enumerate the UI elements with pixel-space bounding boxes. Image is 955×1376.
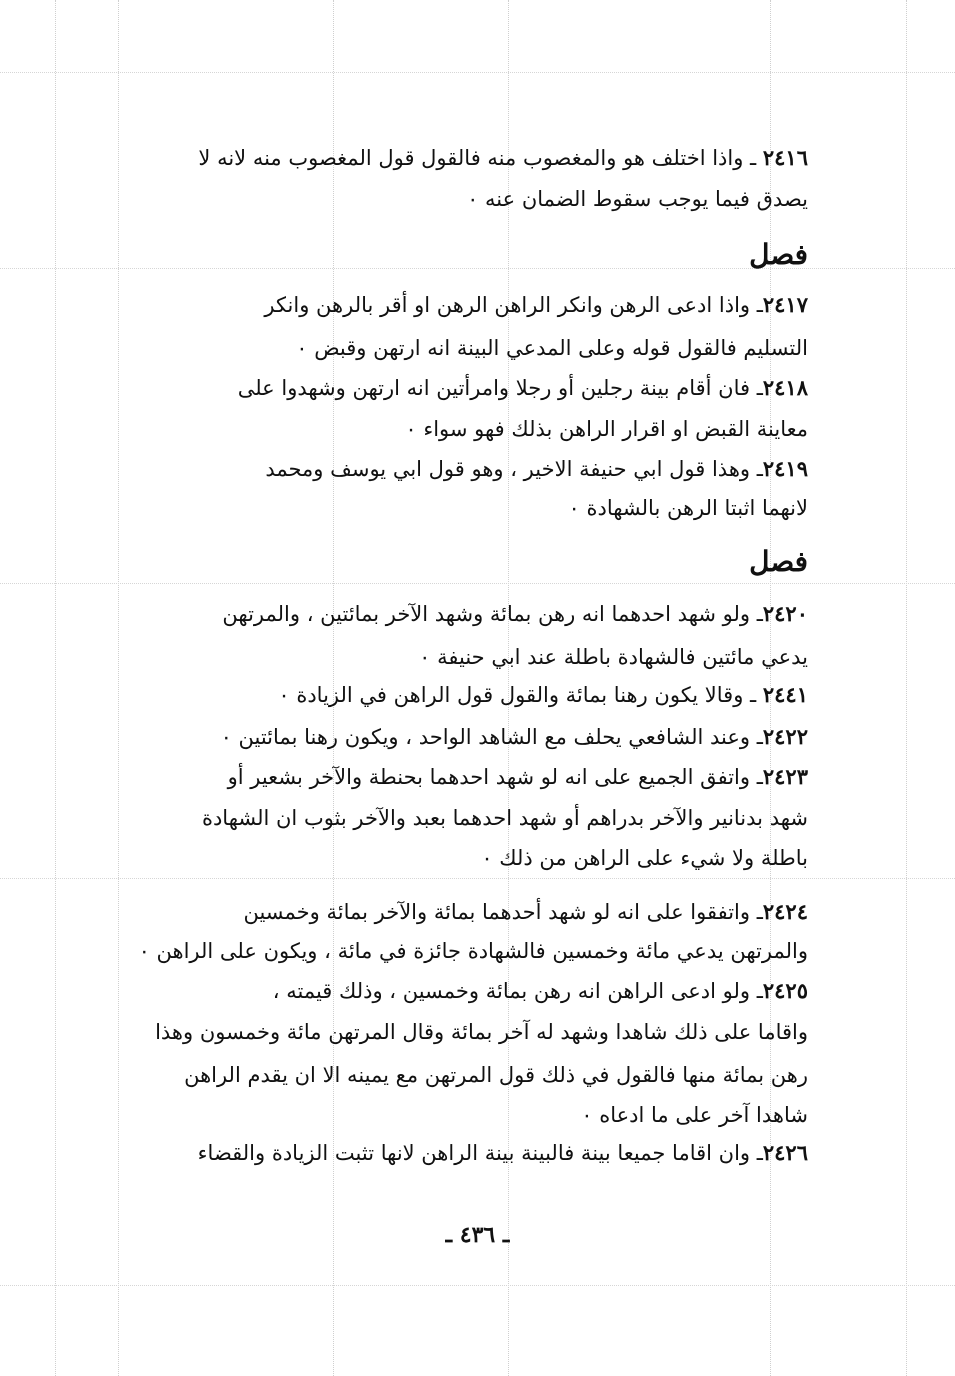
heading-text: فصل [749,545,808,578]
text-line [118,936,808,966]
paragraph-number: ٢٤١٨ [762,375,808,400]
text-line [118,976,808,1006]
text-line [118,333,808,363]
paragraph-number: ٢٤٢٥ [762,978,808,1003]
paragraph-text: ـ واذا ادعى الرهن وانكر الراهن الرهن او أقر بالرهن وانكر [264,293,763,317]
paragraph-text: شهد بدنانير والآخر بدراهم أو شهد احدهما بعبد والآخر بثوب ان الشهادة [201,806,808,830]
text-line [118,1138,808,1168]
page-body [118,0,808,1376]
text-line [118,373,808,403]
paragraph-text: ـ واذا اختلف هو والمغصوب منه فالقول قول المغصوب منه لانه لا [198,146,763,170]
paragraph-text: يصدق فيما يوجب سقوط الضمان عنه ٠ [467,187,808,211]
text-line [118,184,808,214]
paragraph-text: رهن بمائة منها فالقول في ذلك قول المرتهن مع يمينه الا ان يقدم الراهن [184,1063,808,1087]
scan-guide-line [55,0,56,1376]
section-heading [118,545,808,579]
paragraph-text: ـ وعند الشافعي يحلف مع الشاهد الواحد ، ويكون رهنا بمائتين ٠ [220,725,763,749]
paragraph-text: التسليم فالقول قوله وعلى المدعي البينة انه ارتهن وقبض ٠ [296,336,808,360]
paragraph-number: ٢٤١٦ [762,145,808,170]
paragraph-text: ـ فان أقام بينة رجلين أو رجلا وامرأتين انه ارتهن وشهدوا على [237,376,763,400]
paragraph-text: شاهدا آخر على ما ادعاه ٠ [581,1103,808,1127]
page-number: ـ ٤٣٦ ـ [445,1222,510,1248]
paragraph-number: ٢٤٤١ [762,682,808,707]
paragraph-text: لانهما اثبتا الرهن بالشهادة ٠ [568,496,808,520]
paragraph-text: ـ وان اقاما جميعا بينة فالبينة بينة الراهن لانها تثبت الزيادة والقضاء [197,1141,763,1165]
paragraph-number: ٢٤٢٣ [762,764,808,789]
paragraph-number: ٢٤١٩ [762,456,808,481]
text-line [118,642,808,672]
paragraph-number: ٢٤٢٤ [762,899,808,924]
text-line [118,1017,808,1047]
paragraph-text: ـ وقالا يكون رهنا بمائة والقول قول الراهن في الزيادة ٠ [278,683,763,707]
text-line [118,599,808,629]
text-line [118,1060,808,1090]
paragraph-number: ٢٤٢٢ [762,724,808,749]
paragraph-number: ٢٤٢٦ [762,1140,808,1165]
paragraph-text: ـ واتفقوا على انه لو شهد أحدهما بمائة والآخر بمائة وخمسين [243,900,763,924]
paragraph-text: يدعي مائتين فالشهادة باطلة عند ابي حنيفة ٠ [419,645,808,669]
text-line [118,454,808,484]
text-line [118,493,808,523]
paragraph-text: معاينة القبض او اقرار الراهن بذلك فهو سواء ٠ [405,417,808,441]
text-line [118,290,808,320]
heading-text: فصل [749,238,808,271]
paragraph-text: والمرتهن يدعي مائة وخمسين فالشهادة جائزة في مائة ، ويكون على الراهن ٠ [138,939,808,963]
paragraph-text: باطلة ولا شيء على الراهن من ذلك ٠ [481,846,808,870]
text-line [118,762,808,792]
paragraph-number: ٢٤٢٠ [762,601,808,626]
text-line [118,143,808,173]
paragraph-number: ٢٤١٧ [762,292,808,317]
text-line [118,803,808,833]
text-line [118,722,808,752]
text-line [118,680,808,710]
section-heading [118,238,808,272]
paragraph-text: ـ ولو ادعى الراهن انه رهن بمائة وخمسين ، وذلك قيمته ، [272,979,763,1003]
paragraph-text: واقاما على ذلك شاهدا وشهد له آخر بمائة وقال المرتهن مائة وخمسون وهذا [155,1020,808,1044]
paragraph-text: ـ واتفق الجميع على انه لو شهد احدهما بحنطة والآخر بشعير أو [227,765,763,789]
text-line [118,897,808,927]
paragraph-text: ـ ولو شهد احدهما انه رهن بمائة وشهد الآخر بمائتين ، والمرتهن [222,602,763,626]
text-line [118,1100,808,1130]
paragraph-text: ـ وهذا قول ابي حنيفة الاخير ، وهو قول ابي يوسف ومحمد [265,457,763,481]
scan-guide-line [906,0,907,1376]
text-line [118,414,808,444]
text-line [118,843,808,873]
